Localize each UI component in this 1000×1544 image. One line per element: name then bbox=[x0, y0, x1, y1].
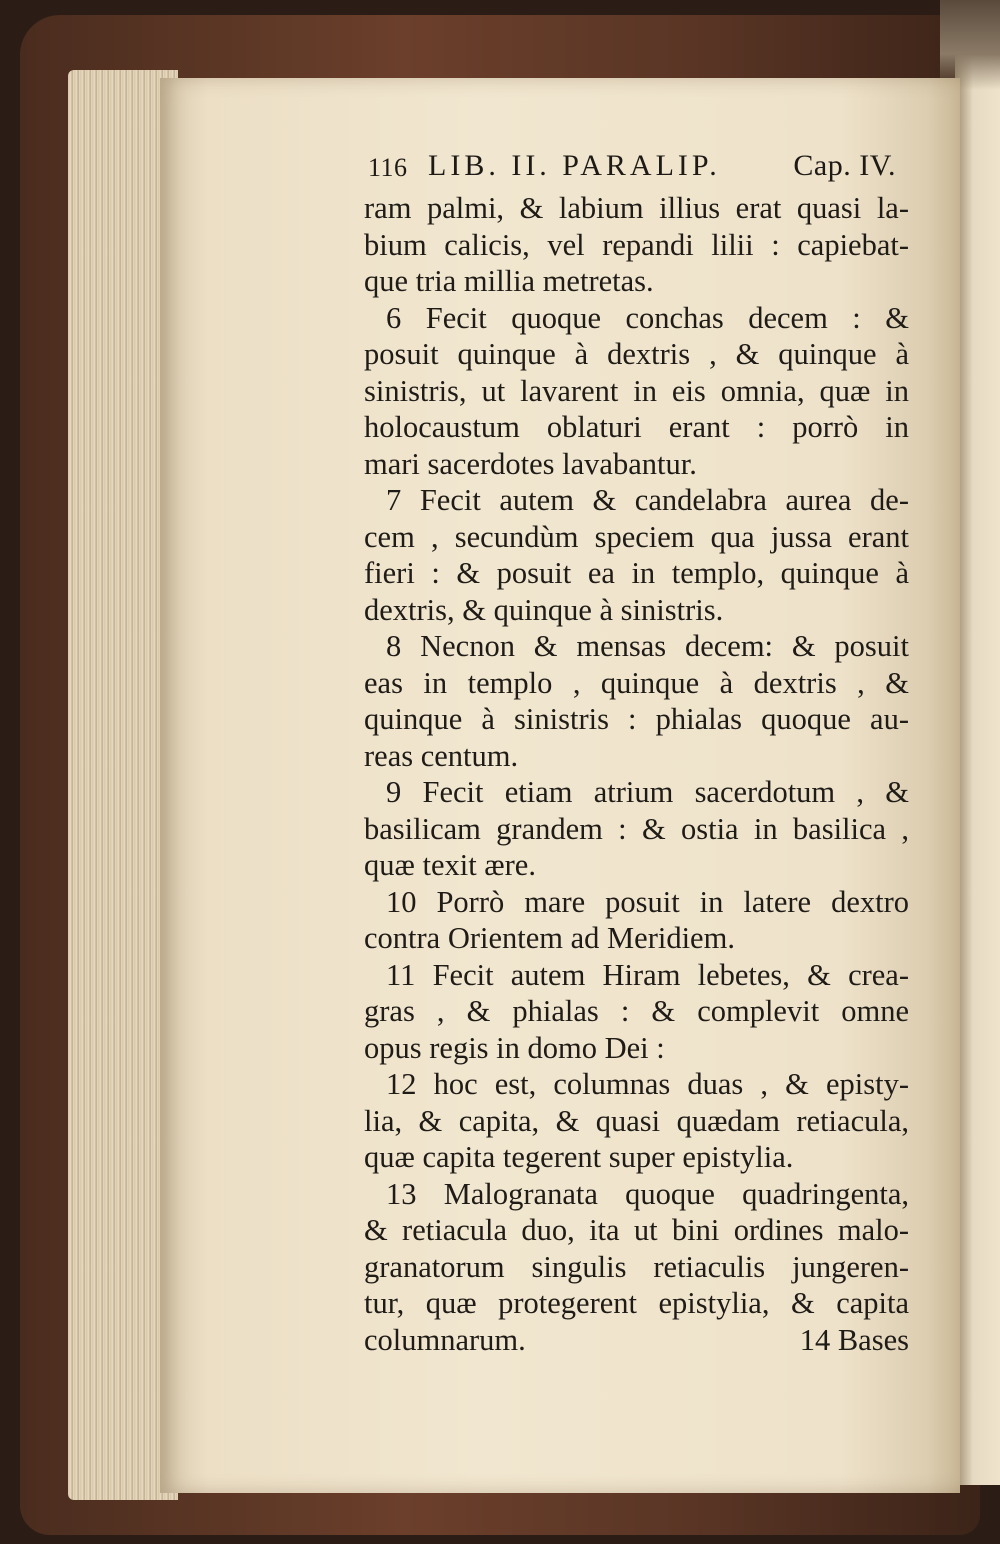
text-line: 10 Porrò mare posuit in latere dextro bbox=[386, 884, 909, 919]
text-line: contra Orientem ad Meridiem. bbox=[364, 921, 735, 955]
text-line: dextris, & quinque à sinistris. bbox=[364, 592, 724, 627]
text-line: basilicam grandem : & ostia in basilica , bbox=[364, 811, 909, 846]
text-line: quæ capita tegerent super epistylia. bbox=[364, 1140, 794, 1174]
text-line: mari sacerdotes lavabantur. bbox=[364, 446, 697, 481]
text-line: sinistris, ut lavarent in eis omnia, quæ in bbox=[364, 373, 909, 408]
catchword: 14 Bases bbox=[799, 1322, 909, 1357]
text-line: cem , secundùm speciem qua jussa erant bbox=[364, 519, 909, 554]
text-line: que tria millia metretas. bbox=[364, 264, 654, 298]
text-line: eas in templo , quinque à dextris , & bbox=[364, 665, 909, 700]
text-line: gras , & phialas : & complevit omne bbox=[364, 994, 909, 1028]
book-spine-corner bbox=[940, 0, 1000, 90]
body-text bbox=[364, 190, 909, 1358]
text-line: 12 hoc est, columnas duas , & episty- bbox=[386, 1067, 909, 1101]
text-line: holocaustum oblaturi erant : porrò in bbox=[364, 410, 909, 444]
text-line: 13 Malogranata quoque quadringenta, bbox=[386, 1176, 909, 1211]
text-line: quinque à sinistris : phialas quoque au- bbox=[364, 702, 909, 736]
text-line: 8 Necnon & mensas decem: & posuit bbox=[386, 629, 909, 663]
facing-page bbox=[955, 55, 1000, 1485]
text-line bbox=[364, 1322, 909, 1359]
text-line: fieri : & posuit ea in templo, quinque à bbox=[364, 556, 909, 590]
text-line: posuit quinque à dextris , & quinque à bbox=[364, 337, 909, 371]
text-line: 6 Fecit quoque conchas decem : & bbox=[386, 300, 909, 335]
text-line: 9 Fecit etiam atrium sacerdotum , & bbox=[386, 775, 909, 809]
text-line: tur, quæ protegerent epistylia, & capita bbox=[364, 1286, 909, 1320]
text-line: lia, & capita, & quasi quædam retiacula, bbox=[364, 1103, 909, 1138]
text-line: reas centum. bbox=[364, 738, 519, 773]
running-title: LIB. II. PARALIP. bbox=[428, 149, 721, 182]
text-line: ram palmi, & labium illius erat quasi la- bbox=[364, 191, 909, 225]
page-header bbox=[368, 147, 908, 187]
text-line: 11 Fecit autem Hiram lebetes, & crea- bbox=[386, 957, 909, 992]
text-line: 7 Fecit autem & candelabra aurea de- bbox=[386, 483, 909, 517]
text-line: & retiacula duo, ita ut bini ordines malo- bbox=[364, 1213, 909, 1247]
text-line: granatorum singulis retiaculis jungeren- bbox=[364, 1249, 909, 1284]
page-number: 116 bbox=[368, 153, 408, 182]
text-line: bium calicis, vel repandi lilii : capiebat- bbox=[364, 227, 909, 262]
text-line: quæ texit ære. bbox=[364, 848, 536, 882]
chapter-label: Cap. IV. bbox=[793, 149, 896, 182]
text-line: opus regis in domo Dei : bbox=[364, 1030, 665, 1065]
text-line-last: columnarum. bbox=[364, 1322, 526, 1357]
